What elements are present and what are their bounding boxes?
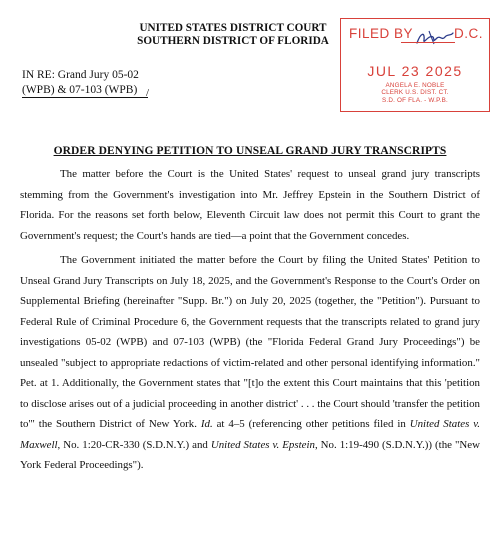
order-body xyxy=(20,164,480,476)
case-caption-line1: IN RE: Grand Jury 05-02 xyxy=(22,69,139,81)
case-caption-line2: (WPB) & 07-103 (WPB) xyxy=(22,83,138,96)
paragraph-2-part1: The Government initiated the matter before the Court by filing the United States' Petition to Unseal Grand Jury Transcripts on July 18, 2025, and the Government's Response to the Court's Order on Supplemental Briefing (hereinafter "Supp. Br.") on July 20, 2025 (together, the "Petition"). Pursuant to Federal Rule of Criminal Procedure 6, the Government requests that the transcripts related to grand jury investigations 05-02 (WPB) and 07-103 (WPB) (the "Florida Federal Grand Jury Proceedings") be unsealed "subject to appropriate redactions of victim-related and other personal identifying information." Pet. at 1. Additionally, the Government states that "[t]o the extent this Court maintains that this 'petition to disclose arises out of a judicial proceeding in another district' . . . the Court should 'transfer the petition to'" the Southern District of New York. xyxy=(20,254,480,430)
case-caption xyxy=(22,68,162,97)
filed-stamp xyxy=(340,18,490,112)
court-header xyxy=(118,22,348,48)
stamp-clerk-district: S.D. OF FLA. - W.P.B. xyxy=(381,96,448,104)
signature-icon xyxy=(415,28,455,48)
case-name-maxwell: United States v. Maxwell xyxy=(20,418,480,451)
stamp-clerk-office: CLERK U.S. DIST. CT. xyxy=(381,89,449,97)
stamp-clerk-name: ANGELA E. NOBLE xyxy=(385,82,445,89)
paragraph-2-part4: , No. 1:19-490 (S.D.N.Y.)) (the "New York Federal Proceedings"). xyxy=(20,438,480,471)
paragraph-2-part3: , No. 1:20-CR-330 (S.D.N.Y.) and xyxy=(57,438,211,451)
case-name-epstein: United States v. Epstein xyxy=(210,438,315,451)
stamp-filed-by: FILED BY xyxy=(349,26,414,41)
caption-slash: / xyxy=(146,87,150,99)
court-name-line2: SOUTHERN DISTRICT OF FLORIDA xyxy=(137,35,329,47)
stamp-dc: D.C. xyxy=(454,26,483,41)
order-title: ORDER DENYING PETITION TO UNSEAL GRAND JURY TRANSCRIPTS xyxy=(53,145,447,157)
paragraph-1: The matter before the Court is the United States' request to unseal grand jury transcripts stemming from the Government's investigation into Mr. Jeffrey Epstein in the Southern District of Florida. For the reasons set forth below, Eleventh Circuit law does not permit this Court to grant the Government's request; the Court's hands are tied—a point that the Government concedes. xyxy=(20,168,480,242)
paragraph-2-part2: at 4–5 (referencing other petitions filed in xyxy=(212,418,410,430)
stamp-signature-line xyxy=(401,42,455,43)
id-citation: Id. xyxy=(200,418,213,430)
paragraph-2 xyxy=(20,250,480,476)
stamp-date: JUL 23 2025 xyxy=(367,63,463,79)
court-name-line1: UNITED STATES DISTRICT COURT xyxy=(139,22,327,34)
caption-rule xyxy=(22,97,148,98)
stamp-clerk-info xyxy=(341,82,489,104)
